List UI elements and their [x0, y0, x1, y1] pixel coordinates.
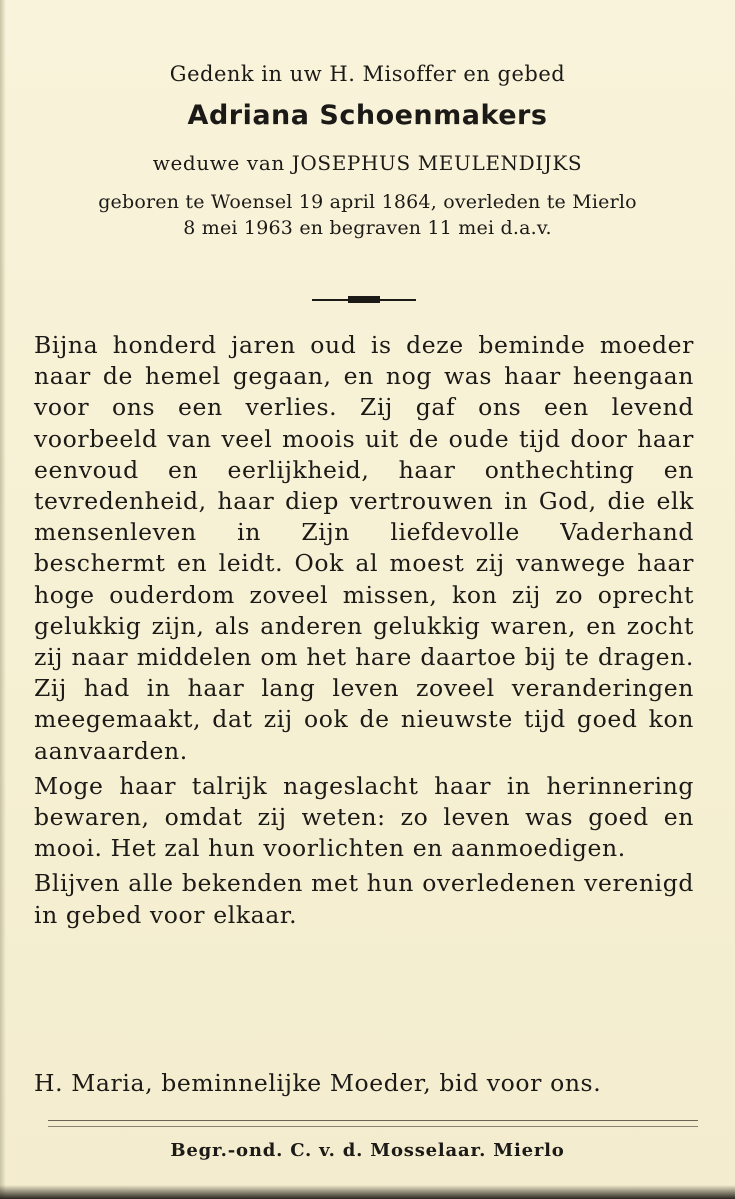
paragraph-prayer-request: Blijven alle bekenden met hun overledenen verenigd in gebed voor elkaar.: [34, 869, 694, 929]
widow-of-line: weduwe van JOSEPHUS MEULENDIJKS: [152, 151, 583, 175]
footer-rule-secondary: [48, 1126, 698, 1127]
dates-line-1: geboren te Woensel 19 april 1864, overleden te Mierlo: [98, 191, 637, 213]
paragraph-life: Bijna honderd jaren oud is deze beminde moeder naar de hemel gegaan, en nog was haar heengaan voor ons een verlies. Zij gaf ons een levend voorbeeld van veel moois uit de oude tijd door haar eenvoud en eerlijkheid, haar onthechting en tevredenheid, haar diep vertrouwen in God, die elk mensenleven in Zijn liefdevolle Vaderhand beschermt en leidt. Ook al moest zij vanwege haar hoge ouderdom zoveel missen, kon zij zo oprecht gelukkig zijn, als anderen gelukkig waren, en zocht zij naar middelen om het hare daartoe bij te dragen. Zij had in haar lang leven zoveel veranderingen meegemaakt, dat zij ook de nieuwste tijd goed kon aanvaarden.: [34, 331, 694, 765]
dates-line-2: 8 mei 1963 en begraven 11 mei d.a.v.: [183, 217, 552, 239]
closing-prayer: H. Maria, beminnelijke Moeder, bid voor ons.: [34, 1069, 602, 1097]
divider-bar: [348, 296, 380, 303]
card-header: [0, 62, 735, 241]
memorial-text: [34, 330, 694, 935]
printer-credit: Begr.-ond. C. v. d. Mosselaar. Mierlo: [170, 1140, 565, 1161]
paragraph-remembrance: Moge haar talrijk nageslacht haar in herinnering bewaren, omdat zij weten: zo leven was goed en mooi. Het zal hun voorlichten en aanmoedigen.: [34, 771, 694, 863]
ornament-divider: [312, 296, 416, 304]
intro-line: Gedenk in uw H. Misoffer en gebed: [169, 62, 566, 86]
card-bottom-edge: [0, 1185, 735, 1199]
footer-rule: [48, 1120, 698, 1121]
dates-block: [0, 189, 735, 241]
deceased-name: Adriana Schoenmakers: [187, 100, 548, 131]
